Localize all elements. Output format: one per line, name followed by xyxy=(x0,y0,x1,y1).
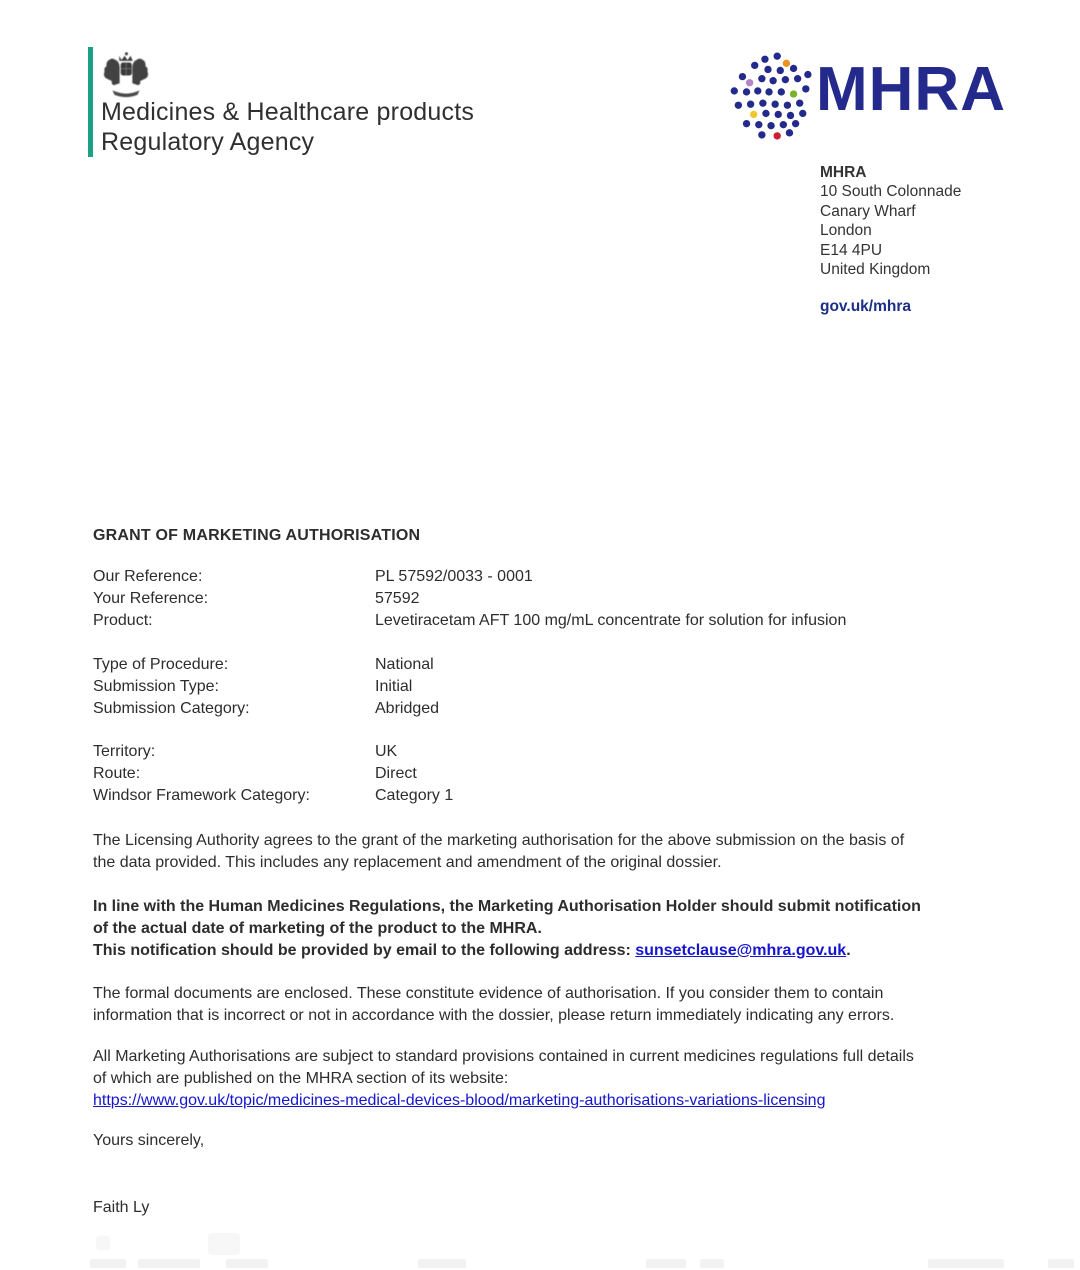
paragraph-line: of which are published on the MHRA section of its website: xyxy=(93,1070,509,1087)
scan-artifact xyxy=(1048,1259,1074,1268)
table-row xyxy=(93,654,1043,676)
closing-salutation: Yours sincerely, xyxy=(93,1132,205,1149)
scan-artifact xyxy=(96,1236,110,1250)
row-value: Category 1 xyxy=(375,787,454,804)
scan-artifact xyxy=(226,1259,268,1268)
scan-artifact xyxy=(90,1259,126,1268)
row-value: Direct xyxy=(375,765,417,782)
paragraph-standard-provisions xyxy=(93,1046,1043,1112)
address-line: 10 South Colonnade xyxy=(820,183,962,201)
email-prefix-text: This notification should be provided by email to the following address: xyxy=(93,942,636,959)
table-row xyxy=(93,588,1043,610)
paragraph-line: The formal documents are enclosed. These constitute evidence of authorisation. If you consider them to contain xyxy=(93,985,884,1002)
row-value: Initial xyxy=(375,678,413,695)
table-row xyxy=(93,566,1043,588)
row-label: Route: xyxy=(93,765,141,782)
table-row xyxy=(93,610,1043,632)
paragraph-line: the data provided. This includes any replacement and amendment of the original dossier. xyxy=(93,854,722,871)
agency-name-line1: Medicines & Healthcare products xyxy=(101,98,475,126)
row-label: Product: xyxy=(93,612,153,629)
royal-coat-of-arms-icon xyxy=(99,50,153,100)
row-value: UK xyxy=(375,743,398,760)
table-row xyxy=(93,698,1043,720)
reference-table xyxy=(93,566,1043,632)
table-row xyxy=(93,741,1043,763)
paragraph-line: information that is incorrect or not in accordance with the dossier, please return immediately indicating any errors. xyxy=(93,1007,895,1024)
scan-artifact xyxy=(700,1259,724,1268)
table-row xyxy=(93,676,1043,698)
paragraph-line xyxy=(93,1090,1043,1112)
marketing-authorisations-url-link[interactable]: https://www.gov.uk/topic/medicines-medical-devices-blood/marketing-authorisations-variations-licensing xyxy=(93,1092,826,1109)
row-label: Submission Type: xyxy=(93,678,219,695)
email-suffix-text: . xyxy=(846,942,851,959)
paragraph-formal-documents xyxy=(93,983,1043,1027)
signatory-name: Faith Ly xyxy=(93,1199,150,1216)
letter-heading: GRANT OF MARKETING AUTHORISATION xyxy=(93,527,421,544)
paragraph-grant-agreement xyxy=(93,830,1043,874)
paragraph-line: In line with the Human Medicines Regulations, the Marketing Authorisation Holder should submit notification xyxy=(93,898,921,915)
scan-artifact xyxy=(646,1259,686,1268)
table-row xyxy=(93,763,1043,785)
row-label: Submission Category: xyxy=(93,700,250,717)
address-line: E14 4PU xyxy=(820,241,883,259)
territory-table xyxy=(93,741,1043,807)
scan-artifact xyxy=(208,1233,240,1255)
row-value: 57592 xyxy=(375,590,420,607)
scan-artifact xyxy=(418,1259,466,1268)
agency-name xyxy=(101,97,601,157)
paragraph-line xyxy=(93,940,1043,962)
agency-name-line2: Regulatory Agency xyxy=(101,128,315,156)
table-row xyxy=(93,785,1043,807)
row-label: Windsor Framework Category: xyxy=(93,787,310,804)
scan-artifact xyxy=(138,1259,200,1268)
address-line: Canary Wharf xyxy=(820,202,916,220)
row-value: Levetiracetam AFT 100 mg/mL concentrate for solution for infusion xyxy=(375,612,847,629)
row-label: Territory: xyxy=(93,743,156,760)
address-name: MHRA xyxy=(820,164,867,181)
paragraph-line: All Marketing Authorisations are subject to standard provisions contained in current medicines regulations full details xyxy=(93,1048,914,1065)
sunset-clause-email-link[interactable]: sunsetclause@mhra.gov.uk xyxy=(635,942,847,959)
row-label: Our Reference: xyxy=(93,568,203,585)
teal-accent-bar xyxy=(88,47,93,157)
row-label: Type of Procedure: xyxy=(93,656,229,673)
row-value: National xyxy=(375,656,434,673)
paragraph-line: The Licensing Authority agrees to the grant of the marketing authorisation for the above submission on the basis of xyxy=(93,832,905,849)
sender-address-block xyxy=(820,163,961,317)
scan-artifact xyxy=(928,1259,1004,1268)
row-value: PL 57592/0033 - 0001 xyxy=(375,568,533,585)
address-line: London xyxy=(820,222,872,240)
mhra-wordmark: MHRA xyxy=(816,55,1006,124)
row-value: Abridged xyxy=(375,700,440,717)
procedure-table xyxy=(93,654,1043,720)
mhra-dots-icon xyxy=(722,46,814,142)
paragraph-notification-requirement xyxy=(93,896,1043,962)
address-line: United Kingdom xyxy=(820,261,931,279)
gov-uk-mhra-link[interactable]: gov.uk/mhra xyxy=(820,298,912,316)
row-label: Your Reference: xyxy=(93,590,209,607)
paragraph-line: of the actual date of marketing of the product to the MHRA. xyxy=(93,920,542,937)
